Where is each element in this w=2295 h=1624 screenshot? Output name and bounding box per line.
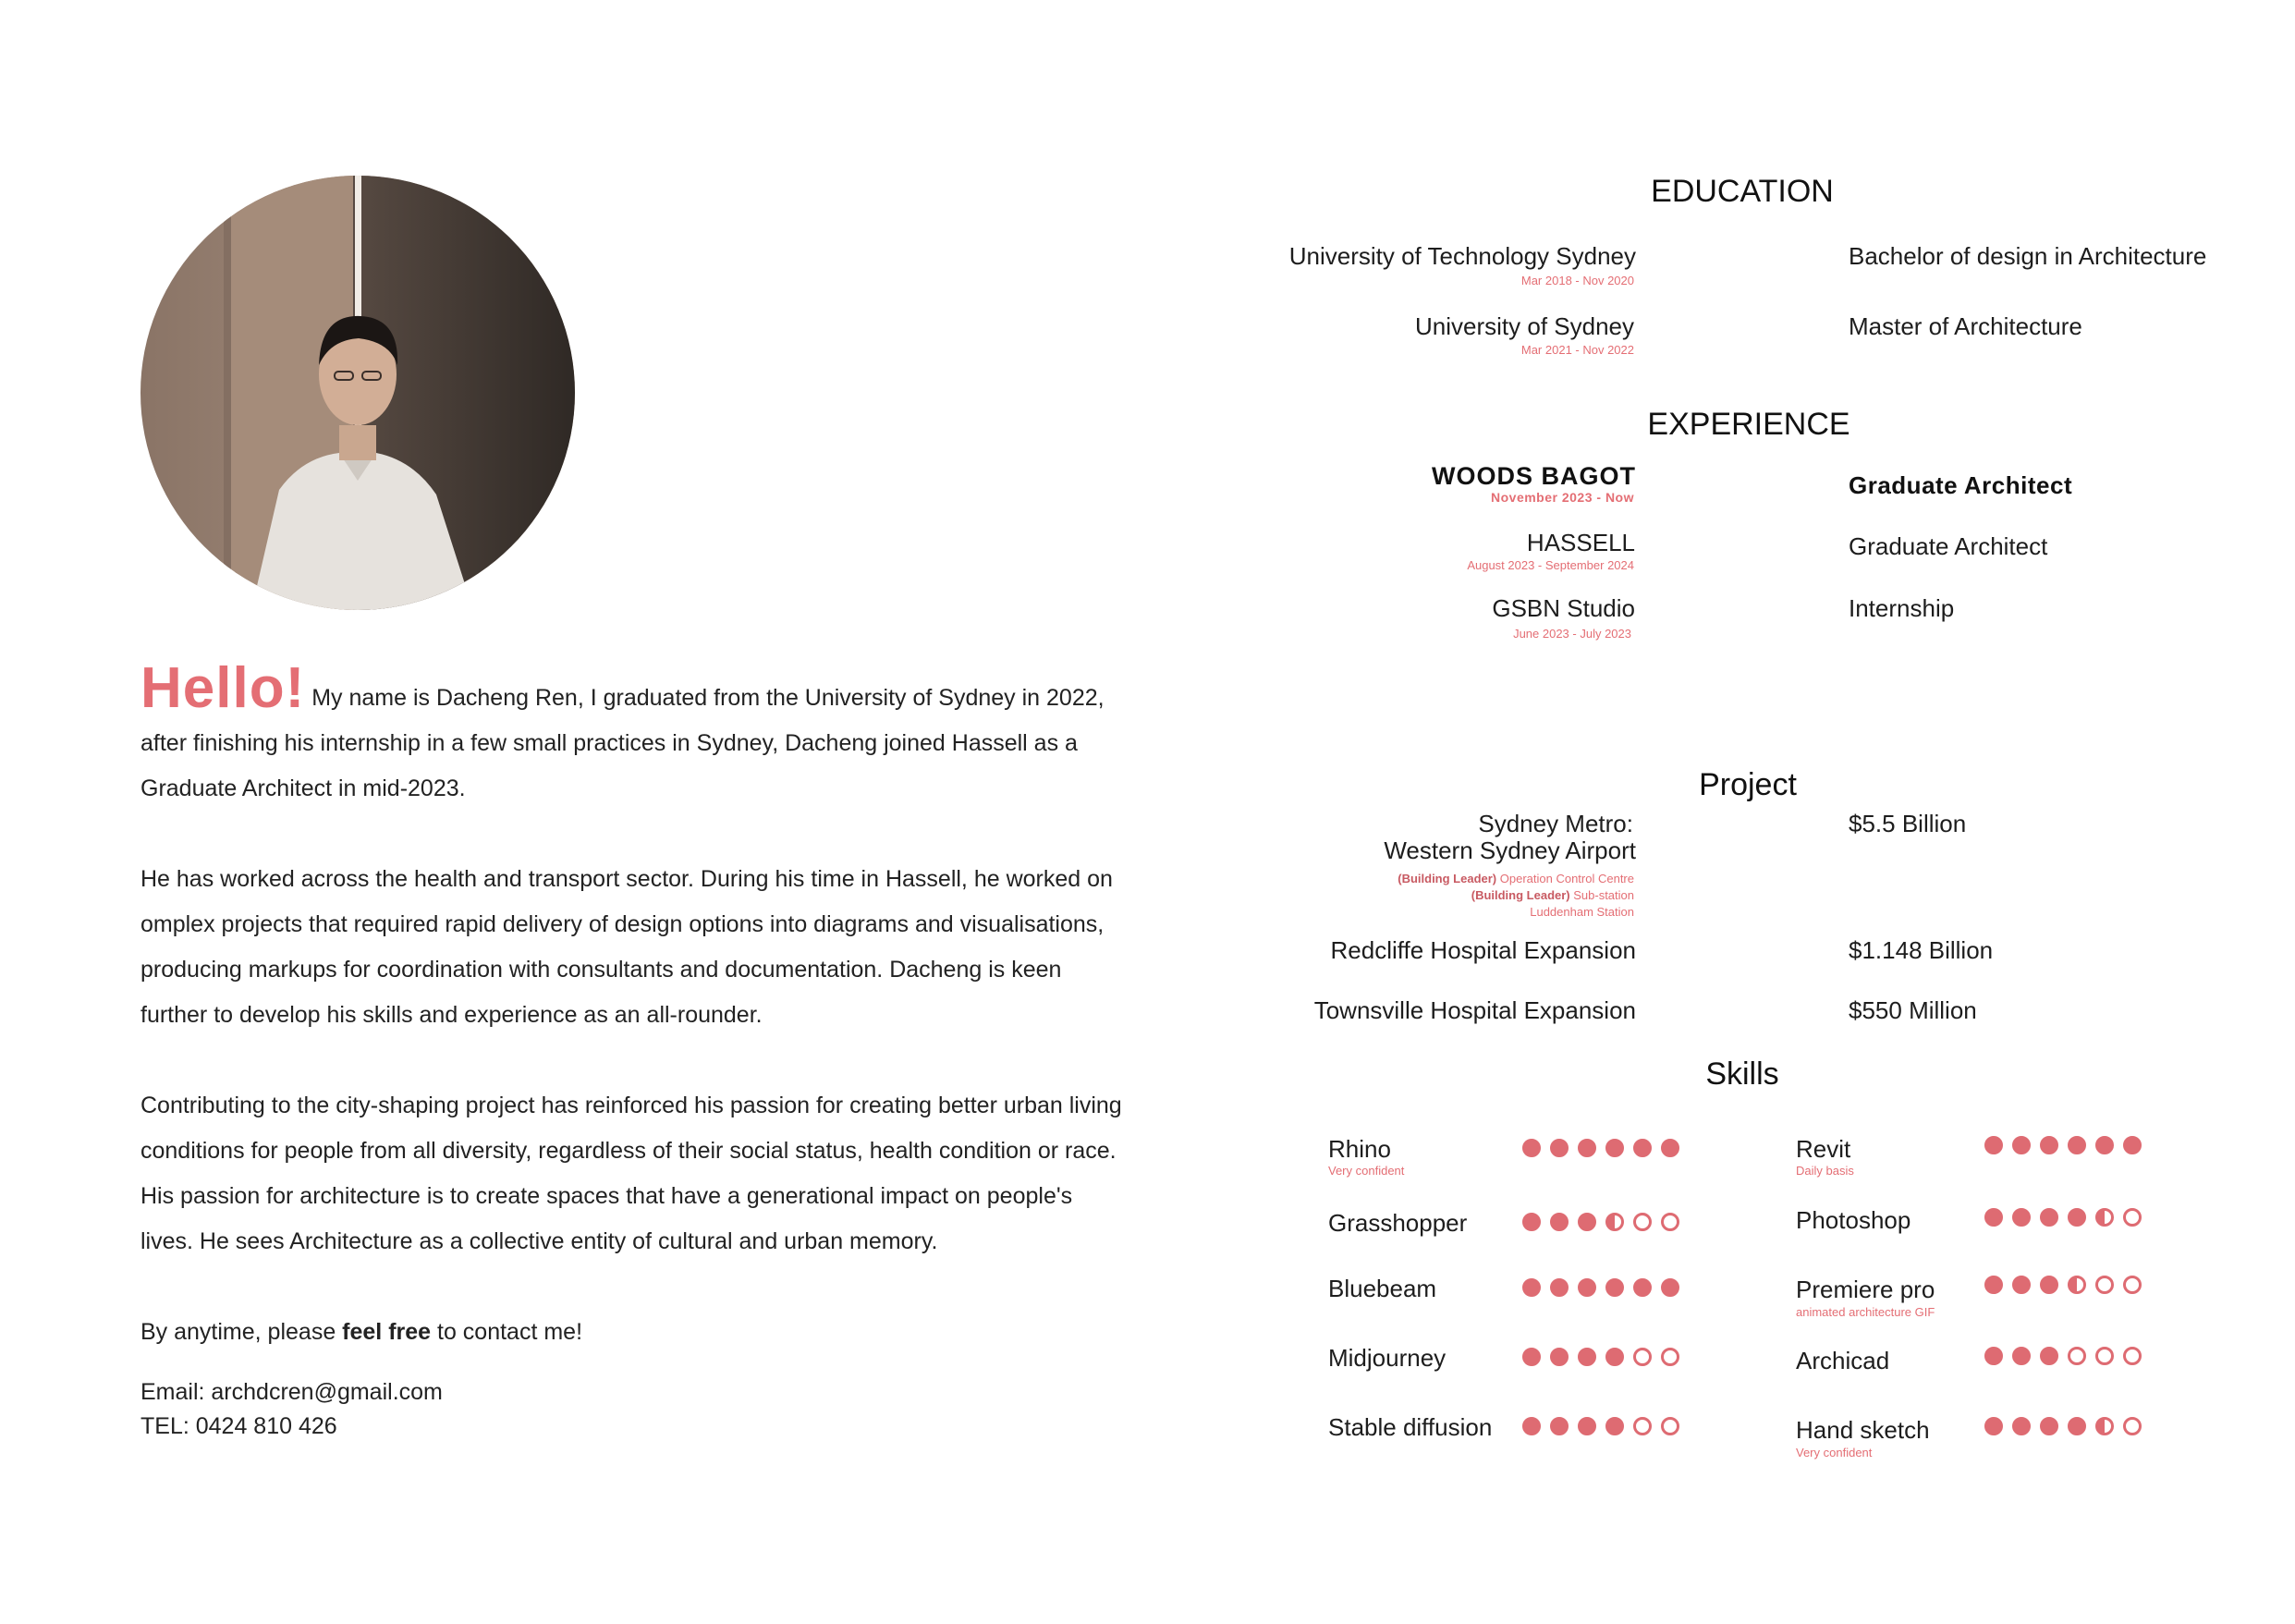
project-name: Sydney Metro:: [1478, 810, 1633, 837]
experience-dates: June 2023 - July 2023: [1513, 627, 1631, 641]
rating-dot: [2095, 1208, 2114, 1227]
skill-name: Premiere pro: [1796, 1276, 1935, 1303]
education-dates: Mar 2018 - Nov 2020: [1520, 274, 1634, 287]
rating-dot: [2068, 1347, 2086, 1365]
skill-rating: [1984, 1208, 2142, 1227]
project-role: [1530, 904, 1634, 921]
intro-paragraph-3: Contributing to the city-shaping project has reinforced his passion for creating better urban living conditions for people from all diversity, regardless of their social status, health condition or race. His passion for architecture is to create spaces that have a generational impact on people's lives. He sees Architecture as a collective entity of cultural and urban memory.: [140, 1093, 1122, 1254]
experience-role: Graduate Architect: [1849, 471, 2073, 499]
rating-dot: [1605, 1348, 1624, 1366]
intro-paragraph-1: [140, 656, 1129, 812]
project-role-lead: (Building Leader): [1471, 888, 1570, 902]
skill-name: Rhino: [1328, 1135, 1391, 1163]
rating-dot: [2123, 1347, 2142, 1365]
rating-dot: [1661, 1417, 1679, 1435]
rating-dot: [1605, 1139, 1624, 1157]
rating-dot: [2068, 1417, 2086, 1435]
experience-dates: November 2023 - Now: [1491, 490, 1634, 505]
rating-dot: [1578, 1139, 1596, 1157]
rating-dot: [2040, 1417, 2058, 1435]
rating-dot: [2123, 1208, 2142, 1227]
rating-dot: [2012, 1276, 2031, 1294]
intro-section: [140, 656, 1129, 1444]
contact-invite-end: to contact me!: [431, 1319, 583, 1345]
skill-note: animated architecture GIF: [1796, 1305, 1935, 1319]
rating-dot: [1578, 1417, 1596, 1435]
rating-dot: [1661, 1278, 1679, 1297]
skill-name: Photoshop: [1796, 1206, 1911, 1234]
project-title: Project: [1699, 767, 1797, 802]
experience-company: GSBN Studio: [1492, 594, 1635, 622]
rating-dot: [2095, 1276, 2114, 1294]
rating-dot: [1578, 1348, 1596, 1366]
rating-dot: [1984, 1417, 2003, 1435]
skills-title: Skills: [1705, 1056, 1779, 1092]
rating-dot: [1633, 1139, 1652, 1157]
project-name: Townsville Hospital Expansion: [1313, 996, 1636, 1024]
skill-name: Grasshopper: [1328, 1209, 1468, 1237]
rating-dot: [2040, 1276, 2058, 1294]
education-degree: Bachelor of design in Architecture: [1849, 242, 2207, 270]
project-role: [1471, 887, 1634, 904]
rating-dot: [2123, 1417, 2142, 1435]
experience-title: EXPERIENCE: [1647, 407, 1850, 442]
rating-dot: [1522, 1139, 1541, 1157]
experience-role: Graduate Architect: [1849, 532, 2048, 560]
project-name: Redcliffe Hospital Expansion: [1330, 936, 1636, 964]
portrait-illustration: [140, 176, 575, 610]
rating-dot: [1633, 1348, 1652, 1366]
education-school: University of Sydney: [1415, 312, 1634, 340]
skill-name: Revit: [1796, 1135, 1851, 1163]
rating-dot: [2095, 1347, 2114, 1365]
rating-dot: [1578, 1278, 1596, 1297]
rating-dot: [2040, 1347, 2058, 1365]
rating-dot: [2040, 1208, 2058, 1227]
skill-name: Midjourney: [1328, 1344, 1447, 1372]
profile-photo: [140, 176, 575, 610]
contact-invite-emphasis: feel free: [342, 1319, 432, 1345]
skill-note: Very confident: [1328, 1164, 1405, 1178]
rating-dot: [2123, 1276, 2142, 1294]
project-role-lead: (Building Leader): [1398, 872, 1497, 885]
skill-note: Daily basis: [1796, 1164, 1854, 1178]
experience-company: HASSELL: [1526, 529, 1635, 556]
contact-email[interactable]: Email: archdcren@gmail.com: [140, 1379, 443, 1405]
project-role-text: Operation Control Centre: [1496, 872, 1634, 885]
skill-name: Stable diffusion: [1328, 1413, 1493, 1441]
skill-name: Hand sketch: [1796, 1416, 1930, 1444]
rating-dot: [1550, 1139, 1569, 1157]
rating-dot: [2095, 1417, 2114, 1435]
rating-dot: [1984, 1347, 2003, 1365]
contact-phone[interactable]: TEL: 0424 810 426: [140, 1413, 337, 1439]
project-role: [1398, 871, 1634, 887]
rating-dot: [1550, 1213, 1569, 1231]
rating-dot: [1605, 1278, 1624, 1297]
skill-rating: [1522, 1348, 1679, 1366]
skill-rating: [1984, 1347, 2142, 1365]
project-value: $1.148 Billion: [1849, 936, 1994, 964]
rating-dot: [2012, 1136, 2031, 1154]
rating-dot: [1633, 1213, 1652, 1231]
experience-role: Internship: [1849, 594, 1955, 622]
contact-invite: [140, 1310, 1129, 1355]
skill-rating: [1984, 1276, 2142, 1294]
intro-paragraph-1-text: My name is Dacheng Ren, I graduated from the University of Sydney in 2022, after finishing his internship in a few small practices in Sydney, Dacheng joined Hassell as a Graduate Architect in mid-2023.: [140, 685, 1105, 801]
skill-name: Archicad: [1796, 1347, 1890, 1374]
rating-dot: [2012, 1417, 2031, 1435]
rating-dot: [1984, 1276, 2003, 1294]
rating-dot: [1550, 1348, 1569, 1366]
intro-paragraph-2: He has worked across the health and transport sector. During his time in Hassell, he worked on omplex projects that required rapid delivery of design options into diagrams and visualisations, producing markups for coordination with consultants and documentation. Dacheng is keen further to develop his skills and experience as an all-rounder.: [140, 866, 1113, 1028]
rating-dot: [1984, 1208, 2003, 1227]
skill-rating: [1522, 1139, 1679, 1157]
rating-dot: [1550, 1278, 1569, 1297]
rating-dot: [1522, 1417, 1541, 1435]
skill-name: Bluebeam: [1328, 1275, 1437, 1302]
rating-dot: [2095, 1136, 2114, 1154]
rating-dot: [2068, 1276, 2086, 1294]
rating-dot: [1522, 1278, 1541, 1297]
rating-dot: [1984, 1136, 2003, 1154]
skill-rating: [1984, 1417, 2142, 1435]
rating-dot: [2123, 1136, 2142, 1154]
education-dates: Mar 2021 - Nov 2022: [1520, 343, 1634, 357]
rating-dot: [1633, 1417, 1652, 1435]
skill-rating: [1522, 1213, 1679, 1231]
rating-dot: [1605, 1213, 1624, 1231]
experience-dates: August 2023 - September 2024: [1467, 558, 1634, 572]
project-value: $5.5 Billion: [1849, 810, 1967, 837]
rating-dot: [2068, 1208, 2086, 1227]
rating-dot: [1661, 1139, 1679, 1157]
rating-dot: [1661, 1213, 1679, 1231]
education-school: University of Technology Sydney: [1288, 242, 1636, 270]
project-name-line2: Western Sydney Airport: [1384, 836, 1636, 864]
project-role-text: Sub-station: [1569, 888, 1634, 902]
skill-note: Very confident: [1796, 1446, 1873, 1459]
rating-dot: [1578, 1213, 1596, 1231]
rating-dot: [2040, 1136, 2058, 1154]
rating-dot: [1550, 1417, 1569, 1435]
rating-dot: [1605, 1417, 1624, 1435]
project-role-text: Luddenham Station: [1530, 905, 1634, 919]
skill-rating: [1984, 1136, 2142, 1154]
rating-dot: [1522, 1348, 1541, 1366]
rating-dot: [1661, 1348, 1679, 1366]
project-value: $550 Million: [1849, 996, 1977, 1024]
education-title: EDUCATION: [1651, 174, 1834, 209]
hello-heading: Hello!: [140, 656, 306, 720]
rating-dot: [1633, 1278, 1652, 1297]
skill-rating: [1522, 1278, 1679, 1297]
rating-dot: [1522, 1213, 1541, 1231]
rating-dot: [2012, 1347, 2031, 1365]
contact-invite-start: By anytime, please: [140, 1319, 343, 1345]
education-degree: Master of Architecture: [1849, 312, 2082, 340]
rating-dot: [2068, 1136, 2086, 1154]
experience-company: WOODS BAGOT: [1432, 462, 1636, 490]
rating-dot: [2012, 1208, 2031, 1227]
skill-rating: [1522, 1417, 1679, 1435]
